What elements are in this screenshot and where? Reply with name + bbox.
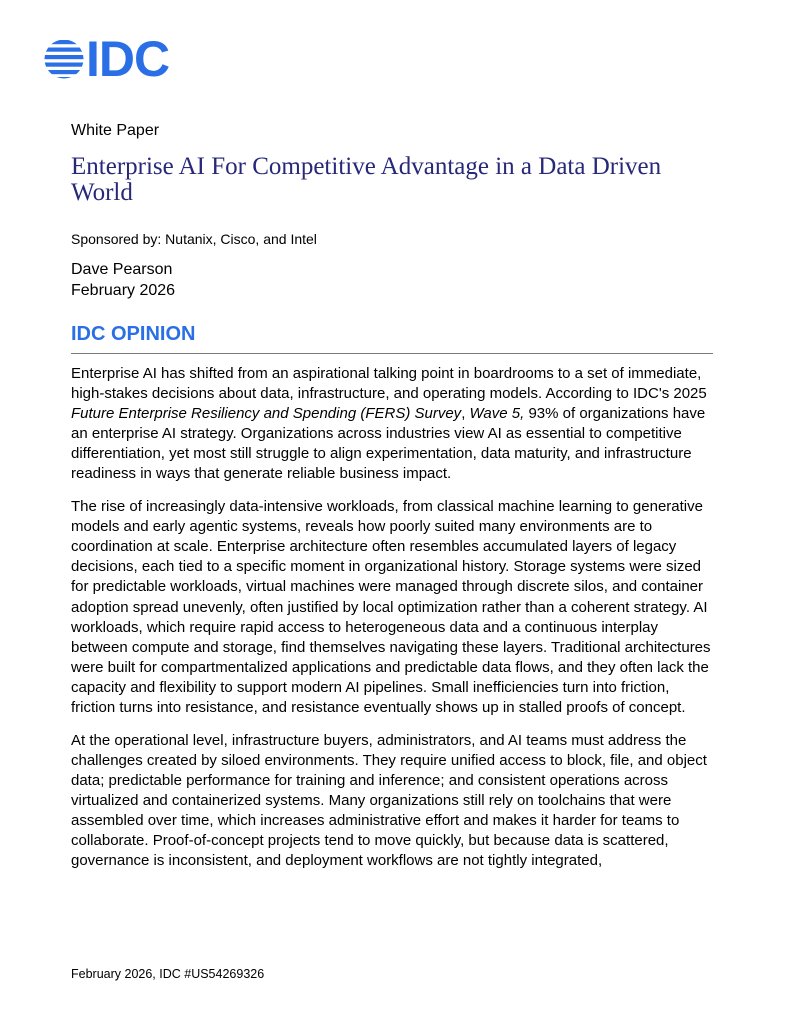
section-divider	[71, 353, 713, 354]
paragraph-2: The rise of increasingly data-intensive workloads, from classical machine learning to generative models and early agentic systems, reveals how poorly suited many environments are to coordination at scale. Enterprise architecture often resembles accumulated layers of legacy decisions, each tied to a specific moment in organizational history. Storage systems were sized for predictable workloads, virtual machines were managed through discrete silos, and container adoption spread unevenly, often justified by local optimization rather than a coherent strategy. AI workloads, which require rapid access to heterogeneous data and a continuous interplay between compute and storage, find themselves navigating these layers. Traditional architectures were built for compartmentalized applications and predictable data flows, and they often lack the capacity and flexibility to support modern AI pipelines. Small inefficiencies turn into friction, friction turns into resistance, and resistance eventually shows up in stalled proofs of concept.	[71, 498, 711, 716]
paragraph-1-text-b: ,	[461, 405, 470, 423]
section-heading: IDC OPINION	[71, 323, 196, 345]
document-type: White Paper	[71, 122, 160, 139]
globe-icon	[44, 37, 84, 81]
paragraph-1	[71, 364, 714, 485]
paragraph-1-text-c: 93% of organizations have an enterprise AI strategy. Organizations across industries view AI as essential to competitive differentiation, yet most still struggle to align experimentation, data maturity, and infrastructure readiness in ways that generate reliable business impact.	[71, 405, 706, 483]
paragraph-1-text-a: Enterprise AI has shifted from an aspirational talking point in boardrooms to a set of immediate, high-stakes decisions about data, infrastructure, and operating models. According to IDC's 2025	[71, 365, 707, 403]
idc-logo	[44, 31, 170, 87]
paragraph-3: At the operational level, infrastructure buyers, administrators, and AI teams must address the challenges created by siloed environments. They require unified access to block, file, and object data; predictable performance for training and inference; and consistent operations across virtualized and containerized systems. Many organizations still rely on toolchains that were assembled over time, which increases administrative effort and makes it harder for teams to collaborate. Proof-of-concept projects tend to move quickly, but because data is scattered, governance is inconsistent, and deployment workflows are not tightly integrated,	[71, 731, 707, 870]
logo-text: IDC	[86, 31, 170, 87]
sponsor-line: Sponsored by: Nutanix, Cisco, and Intel	[71, 231, 317, 247]
author-name: Dave Pearson	[71, 261, 173, 278]
document-date: February 2026	[71, 282, 176, 299]
document-title: Enterprise AI For Competitive Advantage in a Data Driven World	[71, 153, 662, 206]
survey-name: Future Enterprise Resiliency and Spending (FERS) Survey	[71, 405, 462, 423]
section-body	[71, 364, 714, 884]
survey-wave: Wave 5,	[469, 405, 525, 423]
page-footer: February 2026, IDC #US54269326	[71, 967, 265, 981]
